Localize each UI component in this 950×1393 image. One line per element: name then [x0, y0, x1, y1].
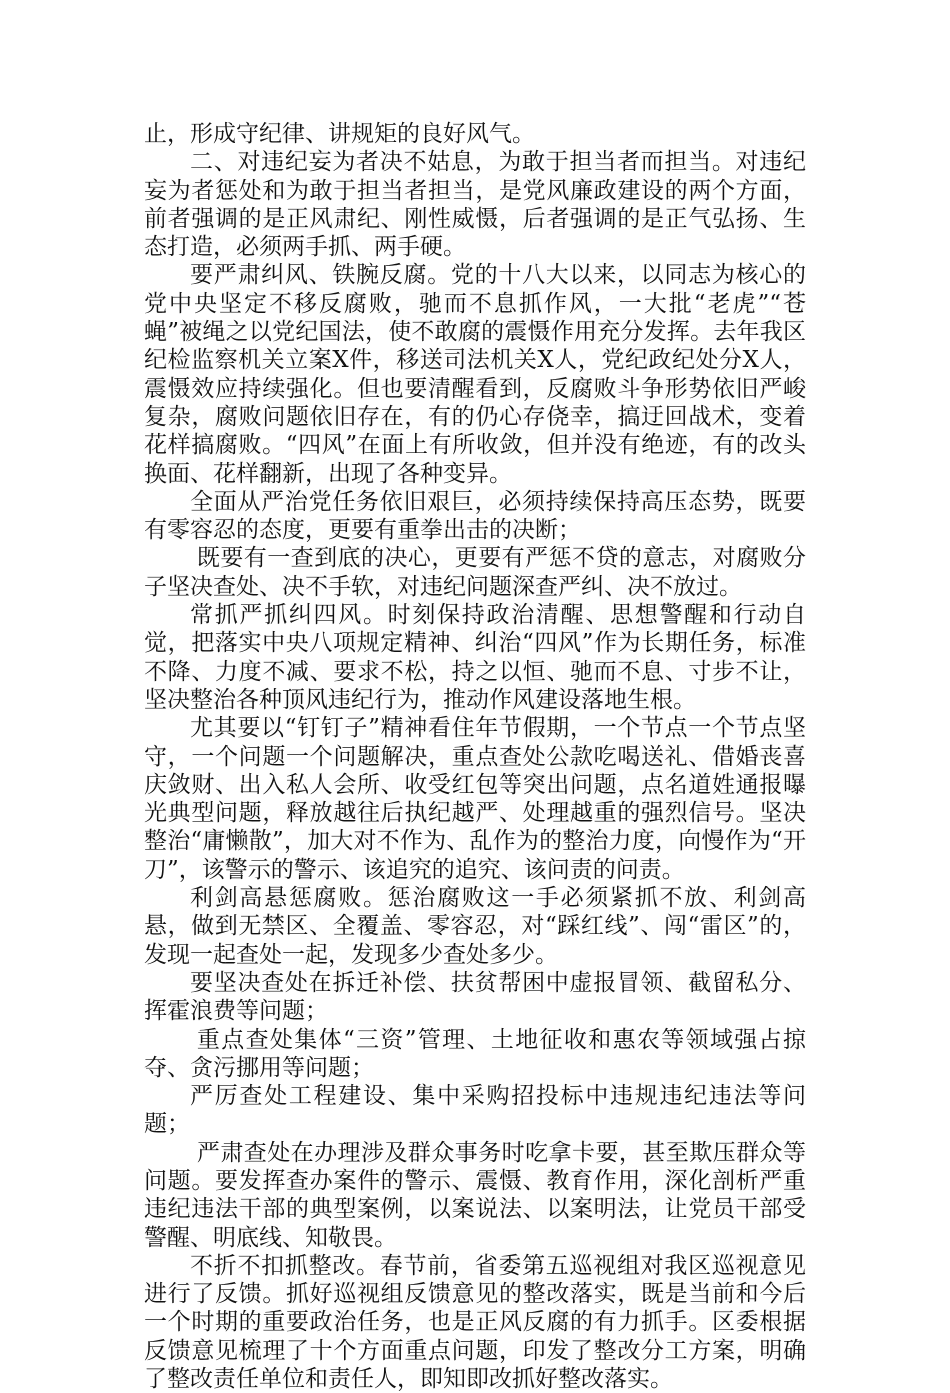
- document-body: [144, 120, 806, 1393]
- paragraph-four-winds: 常抓严抓纠四风。时刻保持政治清醒、思想警醒和行动自觉，把落实中央八项规定精神、纠治“四风”作为长期任务，标准不降、力度不减、要求不松，持之以恒、驰而不息、寸步不让，坚决整治各种顶风违纪行为，推动作风建设落地生根。: [144, 602, 806, 713]
- paragraph-demolition-compensation: 要坚决查处在拆迁补偿、扶贫帮困中虚报冒领、截留私分、挥霍浪费等问题；: [144, 969, 806, 1025]
- paragraph-determination: 既要有一查到底的决心，更要有严惩不贷的意志，对腐败分子坚决查处、决不手软，对违纪问题深查严纠、决不放过。: [144, 545, 806, 600]
- paragraph-continuation: 止，形成守纪律、讲规矩的良好风气。: [144, 121, 535, 147]
- paragraph-engineering-procurement: 严厉查处工程建设、集中采购招投标中违规违纪违法等问题；: [144, 1083, 806, 1138]
- paragraph-collective-assets: 重点查处集体“三资”管理、土地征收和惠农等领域强占掠夺、贪污挪用等问题；: [144, 1026, 806, 1081]
- paragraph-punish-corruption: 利剑高悬惩腐败。惩治腐败这一手必须紧抓不放、利剑高悬，做到无禁区、全覆盖、零容忍，对“踩红线”、闯“雷区”的，发现一起查处一起，发现多少查处多少。: [144, 885, 806, 968]
- paragraph-anti-corruption: 要严肃纠风、铁腕反腐。党的十八大以来，以同志为核心的党中央坚定不移反腐败，驰而不息抓作风，一大批“老虎”“苍蝇”被绳之以党纪国法，使不敢腐的震慑作用充分发挥。去年我区纪检监察机关立案X件，移送司法机关X人，党纪政纪处分X人，震慑效应持续强化。但也要清醒看到，反腐败斗争形势依旧严峻复杂，腐败问题依旧存在，有的仍心存侥幸，搞迂回战术，变着花样搞腐败。“四风”在面上有所收敛，但并没有绝迹，有的改头换面、花样翻新，出现了各种变异。: [144, 262, 806, 487]
- paragraph-mass-affairs: 严肃查处在办理涉及群众事务时吃拿卡要，甚至欺压群众等问题。要发挥查办案件的警示、震慑、教育作用，深化剖析严重违纪违法干部的典型案例，以案说法、以案明法，让党员干部受警醒、明底线、知敬畏。: [144, 1139, 806, 1251]
- paragraph-rectification: 不折不扣抓整改。春节前，省委第五巡视组对我区巡视意见进行了反馈。抓好巡视组反馈意见的整改落实，既是当前和今后一个时期的重要政治任务，也是正风反腐的有力抓手。区委根据反馈意见梳理了十个方面重点问题，印发了整改分工方案，明确了整改责任单位和责任人，即知即改抓好整改落实。: [144, 1252, 806, 1393]
- paragraph-holidays: 尤其要以“钉钉子”精神看住年节假期，一个节点一个节点坚守，一个问题一个问题解决，重点查处公款吃喝送礼、借婚丧喜庆敛财、出入私人会所、收受红包等突出问题，点名道姓通报曝光典型问题，释放越往后执纪越严、处理越重的强烈信号。坚决整治“庸懒散”，加大对不作为、乱作为的整治力度，向慢作为“开刀”，该警示的警示、该追究的追究、该问责的问责。: [144, 715, 806, 883]
- paragraph-section-two-heading: 二、对违纪妄为者决不姑息，为敢于担当者而担当。对违纪妄为者惩处和为敢于担当者担当，是党风廉政建设的两个方面，前者强调的是正风肃纪、刚性威慑，后者强调的是正气弘扬、生态打造，必须两手抓、两手硬。: [144, 149, 806, 261]
- paragraph-strict-governance: 全面从严治党任务依旧艰巨，必须持续保持高压态势，既要有零容忍的态度，更要有重拳出击的决断；: [144, 488, 806, 544]
